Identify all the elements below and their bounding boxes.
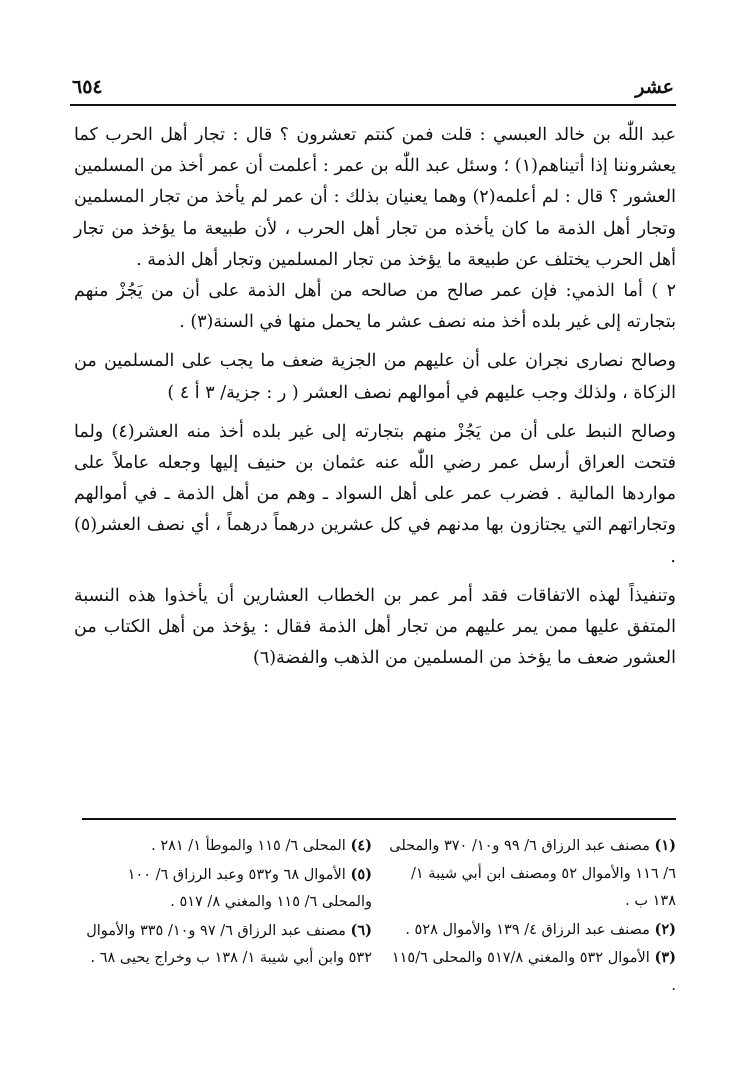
footnote-3 xyxy=(386,944,676,1000)
footnote-text: مصنف عبد الرزاق ٦/ ٩٧ و١٠/ ٣٣٥ والأموال ٥٣٢ وابن أبي شيبة ١/ ١٣٨ ب وخراج يحيى ٦٨ . xyxy=(86,922,372,966)
footnote-text: المحلى ٦/ ١١٥ والموطأ ١/ ٢٨١ . xyxy=(151,838,346,854)
footnote-text: مصنف عبد الرزاق ٦/ ٩٩ و١٠/ ٣٧٠ والمحلى ٦/ ١١٦ والأموال ٥٢ ومصنف ابن أبي شيبة ١/ ١٣٨ ب . xyxy=(389,838,676,909)
footnotes-left-column xyxy=(82,832,372,1000)
paragraph-4: وصالح النبط على أن من يَجُزْ منهم بتجارته إلى غير بلده أخذ منه العشر(٤) ولما فتحت العراق أرسل عمر رضي اللّٰه عنه عثمان بن حنيف إليها وجعله عاملاً على مواردها المالية . فضرب عمر على أهل السواد ـ وهم من أهل الذمة ـ في أموالهم وتجاراتهم التي يجتازون بها مدنهم في كل عشرين درهماً درهماً ، أي نصف العشر(٥) . xyxy=(74,421,676,567)
footnote-5 xyxy=(82,861,372,917)
footnote-number: (٥) xyxy=(350,865,372,883)
footnote-divider xyxy=(82,818,676,820)
footnote-number: (١) xyxy=(654,837,676,854)
footnotes xyxy=(82,832,676,1000)
footnote-2 xyxy=(386,916,676,945)
paragraph-2: ٢ ) أما الذمي: فإن عمر صالح من صالحه من أهل الذمة على أن من يَجُزْ منهم بتجارته إلى غير بلده أخذ منه نصف عشر ما يحمل منها في السنة(٣) . xyxy=(74,281,676,333)
footnote-6 xyxy=(82,917,372,973)
footnote-1 xyxy=(386,832,676,916)
footnote-text: الأموال ٦٨ و٥٣٢ وعبد الرزاق ٦/ ١٠٠ والمحلى ٦/ ١١٥ والمغني ٨/ ٥١٧ . xyxy=(127,866,372,910)
footnote-number: (٢) xyxy=(654,920,676,938)
main-text xyxy=(74,120,676,674)
paragraph-3: وصالح نصارى نجران على أن عليهم من الجزية ضعف ما يجب على المسلمين من الزكاة ، ولذلك وجب عليهم في أموالهم نصف العشر ( ر : جزية/ ٣ أ ٤ ) xyxy=(74,351,676,403)
page-number: ٦٥٤ xyxy=(72,76,103,98)
footnotes-right-column xyxy=(386,832,676,1000)
footnote-4 xyxy=(82,832,372,861)
running-header xyxy=(72,72,674,102)
header-divider xyxy=(70,104,676,106)
footnote-number: (٦) xyxy=(350,921,372,939)
footnote-text: مصنف عبد الرزاق ٤/ ١٣٩ والأموال ٥٢٨ . xyxy=(405,921,650,938)
footnote-number: (٣) xyxy=(654,949,676,966)
paragraph-5: وتنفيذاً لهذه الاتفاقات فقد أمر عمر بن الخطاب العشارين أن يأخذوا هذه النسبة المتفق عليها ممن يمر عليهم من تجار أهل الذمة فقال : يؤخذ من أهل الكتاب من العشور ضعف ما يؤخذ من المسلمين من الذهب والفضة(٦) xyxy=(74,585,676,669)
paragraph-1: عبد اللّٰه بن خالد العبسي : قلت فمن كنتم تعشرون ؟ قال : تجار أهل الحرب كما يعشروننا إذا أتيناهم(١) ؛ وسئل عبد اللّٰه بن عمر : أعلمت أن عمر أخذ من المسلمين العشور ؟ قال : لم أعلمه(٢) وهما يعنيان بذلك : أن عمر لم يأخذ من تجار المسلمين وتجار أهل الذمة ما كان يأخذه من تجار أهل الحرب ، لأن طبيعة ما يؤخذ من تجار أهل الحرب يختلف عن طبيعة ما يؤخذ من تجار المسلمين وتجار أهل الذمة . xyxy=(74,125,676,270)
footnote-text: الأموال ٥٣٢ والمغني ٥١٧/٨ والمحلى ١١٥/٦ . xyxy=(391,950,676,994)
footnote-number: (٤) xyxy=(350,837,372,854)
header-title: عشر xyxy=(635,76,674,98)
